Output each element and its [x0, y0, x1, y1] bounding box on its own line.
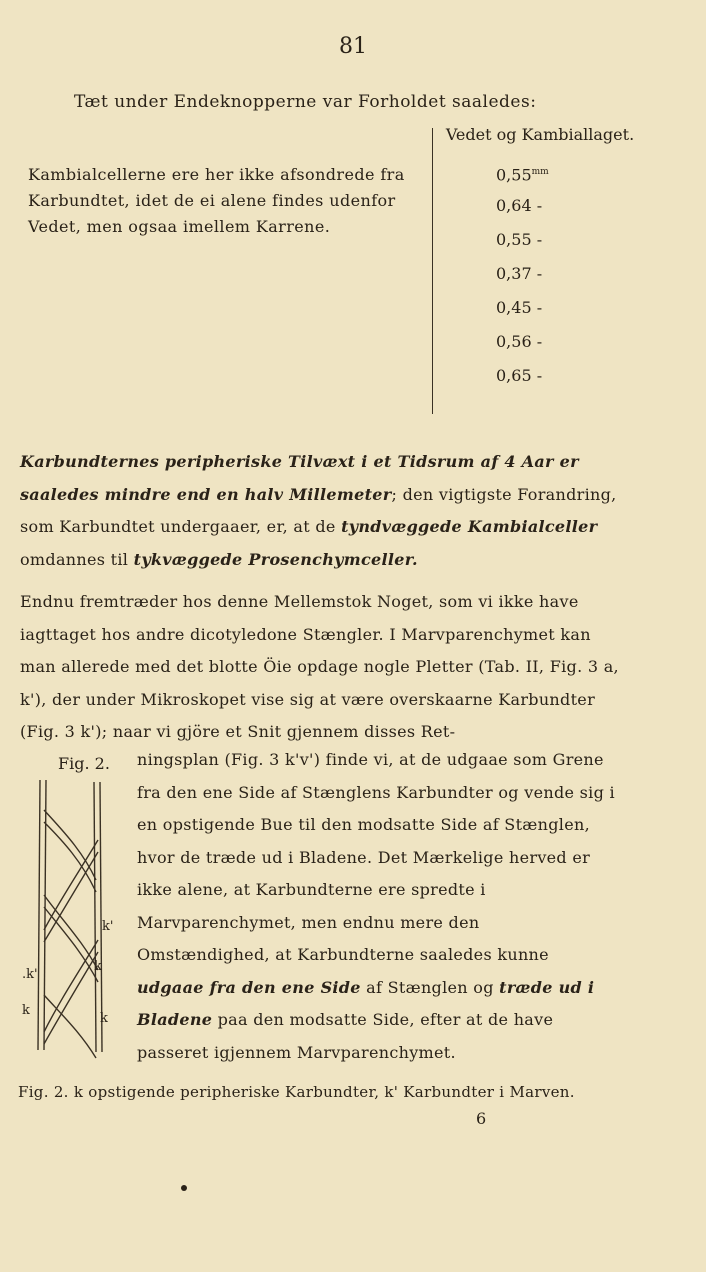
paragraph-2: Endnu fremtræder hos denne Mellemstok Noget, som vi ikke have iagttaget hos andre dicotyledone Stængler. I Marvparenchymet kan man allerede med det blotte Öie opdage nogle Pletter (Tab. II, Fig. 3 a, k'), der under Mikroskopet vise sig at være overskaarne Karbundter (Fig. 3 k'); naar vi gjöre et Snit gjennem disses Ret- [20, 592, 619, 741]
table-value: 0,37 - [496, 264, 543, 283]
figure-label: k [22, 1003, 30, 1018]
emphasis: træde ud i Bladene [137, 977, 595, 1029]
figure-drawing [22, 770, 132, 1070]
unit-label: mm [531, 167, 549, 177]
figure-caption: Fig. 2. k opstigende peripheriske Karbundter, k' Karbundter i Marven. [18, 1083, 575, 1101]
emphasis: udgaae fra den ene Side [137, 977, 361, 997]
paragraph-1 [20, 446, 620, 576]
table-divider [432, 128, 433, 414]
table-value: 0,64 - [496, 196, 543, 215]
text-run: ningsplan (Fig. 3 k'v') finde vi, at de udgaae som Grene fra den ene Side af Stænglens Karbundter og vende sig i en opstigende Bue til den modsatte Side af Stænglen, hvor de træde ud i Bladene. Det Mærkelige herved er ikke alene, at Karbundterne ere spredte i Marvparenchymet, men endnu mere den Omstændighed, at Karbundterne saaledes kunne [137, 750, 615, 964]
table-value: 0,56 - [496, 332, 543, 351]
figure-label: k [94, 959, 102, 974]
page-number: 81 [339, 34, 367, 59]
table-value: 0,45 - [496, 298, 543, 317]
table-value: 0,55 - [496, 230, 543, 249]
table-value: $0,55^{mm}$ [496, 165, 549, 185]
ink-spot [181, 1185, 187, 1191]
figure-label: k' [102, 919, 114, 934]
text-run: omdannes til [20, 549, 134, 569]
column-header: Vedet og Kambiallaget. [445, 125, 635, 144]
signature-mark: 6 [476, 1109, 487, 1128]
figure-label: k [100, 1011, 108, 1026]
table-value: 0,65 - [496, 366, 543, 385]
text-run: ; den vigtigste Forandring, som Karbundtet undergaaer, er, at de [20, 484, 617, 536]
text-run: paa den modsatte Side, efter at de have passeret igjennem Marvparenchymet. [137, 1010, 554, 1062]
table-left-text: Kambialcellerne ere her ikke afsondrede fra Karbundtet, idet de ei alene findes udenfor Vedet, men ogsaa imellem Karrene. [28, 165, 405, 236]
text-run: af Stænglen og [360, 977, 500, 997]
emphasis: Karbundternes peripheriske Tilvæxt i et Tidsrum af 4 Aar er saaledes mindre end en halv Millemeter [20, 452, 579, 504]
emphasis: tyndvæggede Kambialceller [341, 517, 598, 536]
figure-title: Fig. 2. [58, 754, 110, 773]
table-right-column [440, 122, 640, 393]
paragraph-3 [137, 744, 617, 1069]
emphasis: tykvæggede Prosenchymceller. [133, 549, 418, 569]
figure-label: .k' [22, 967, 38, 982]
intro-line: Tæt under Endeknopperne var Forholdet saaledes: [74, 92, 537, 112]
